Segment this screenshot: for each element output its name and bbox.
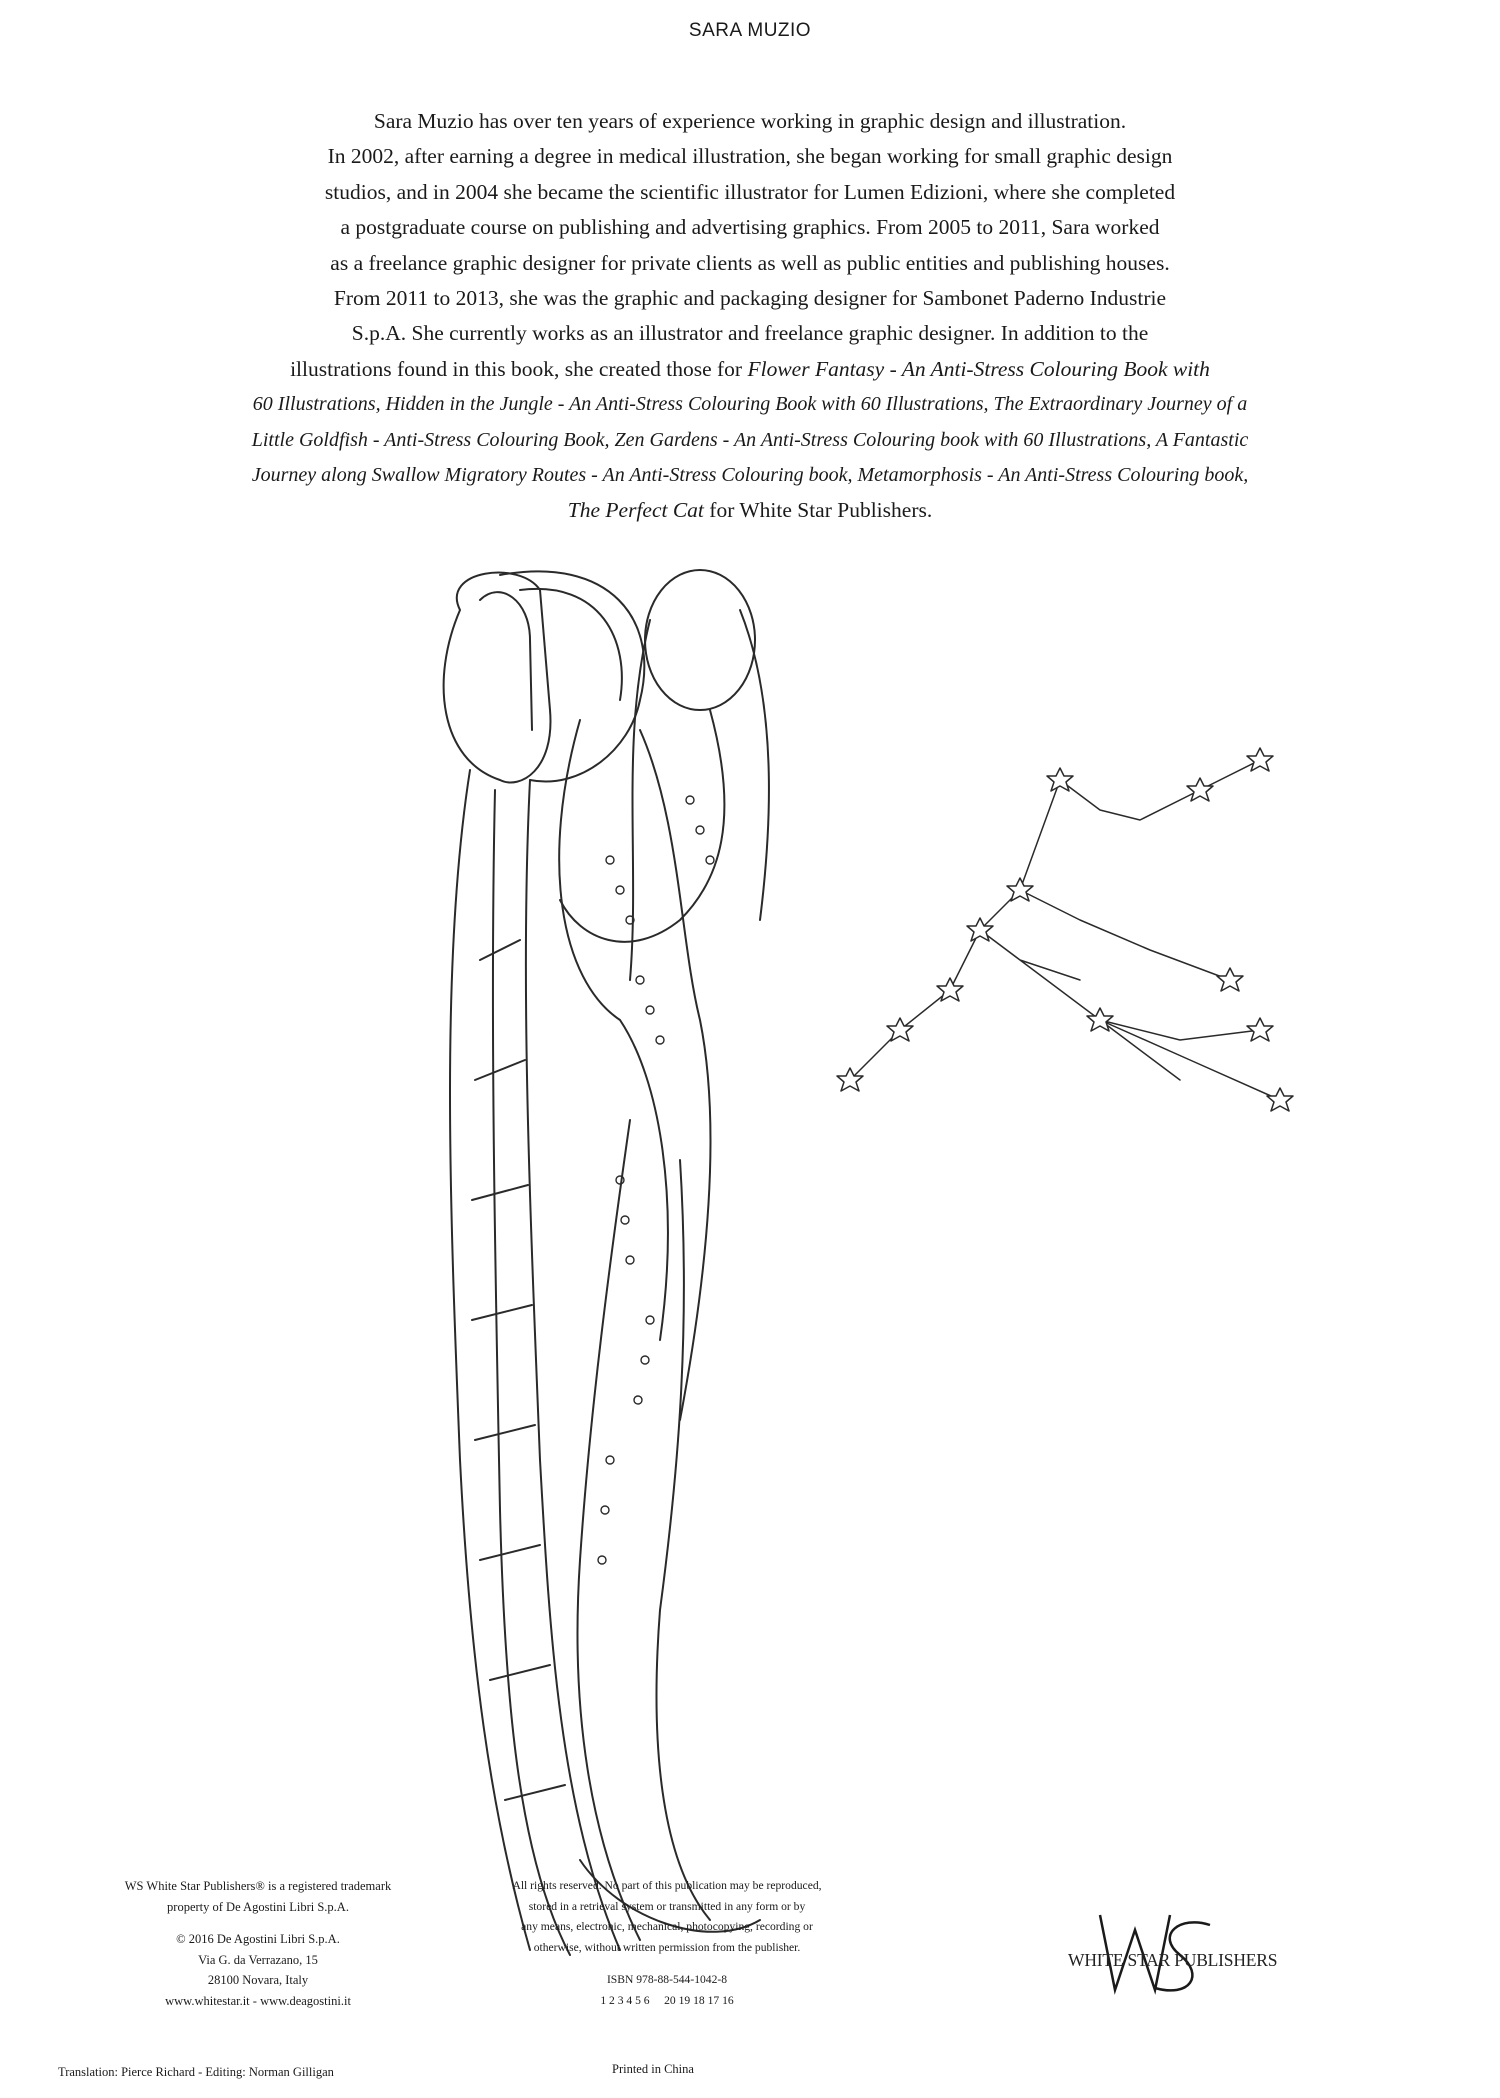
author-biography bbox=[160, 104, 1340, 529]
address-line: 28100 Novara, Italy bbox=[207, 1973, 309, 1988]
bio-line: Sara Muzio has over ten years of experience working in graphic design and illustration. bbox=[373, 109, 1127, 133]
book-titles: Little Goldfish - Anti-Stress Colouring Book, Zen Gardens - An Anti-Stress Colouring book with 60 Illustrations, A Fantastic bbox=[251, 428, 1249, 451]
rights-line: any means, electronic, mechanical, photocopying, recording or bbox=[521, 1920, 813, 1934]
decorative-dots-pattern bbox=[598, 796, 714, 1564]
bio-line: S.p.A. She currently works as an illustrator and freelance graphic designer. In addition to the bbox=[351, 321, 1149, 346]
copyright-line: © 2016 De Agostini Libri S.p.A. bbox=[176, 1932, 340, 1947]
publisher-logo-text: WHITE STAR PUBLISHERS bbox=[1068, 1950, 1278, 1970]
publisher-credits bbox=[58, 1876, 458, 2012]
bio-line: In 2002, after earning a degree in medical illustration, she began working for small graphic design bbox=[327, 144, 1173, 169]
rights-notice bbox=[462, 1876, 872, 2012]
bio-text: illustrations found in this book, she created those for bbox=[290, 356, 748, 381]
bio-line bbox=[160, 458, 1340, 493]
aquarius-line-art-illustration bbox=[380, 560, 1440, 1980]
bio-line bbox=[160, 352, 1340, 387]
bio-line: as a freelance graphic designer for private clients as well as public entities and publishing houses. bbox=[330, 250, 1170, 275]
bio-line bbox=[160, 423, 1340, 458]
trademark-line: WS White Star Publishers® is a registered trademark bbox=[124, 1879, 392, 1893]
rights-line: otherwise, without written permission from the publisher. bbox=[533, 1940, 801, 1954]
isbn: ISBN 978-88-544-1042-8 bbox=[606, 1973, 728, 1987]
water-jug-drawing bbox=[444, 571, 645, 782]
trademark-line: property of De Agostini Libri S.p.A. bbox=[167, 1899, 349, 1914]
bio-line bbox=[160, 387, 1340, 422]
bio-line: a postgraduate course on publishing and advertising graphics. From 2005 to 2011, Sara worked bbox=[340, 215, 1160, 240]
book-titles: 60 Illustrations, Hidden in the Jungle - An Anti-Stress Colouring Book with 60 Illustrations, The Extraordinary Journey of a bbox=[252, 393, 1248, 416]
book-title: Flower Fantasy - An Anti-Stress Colouring Book with bbox=[747, 356, 1210, 381]
bio-line bbox=[160, 493, 1340, 528]
woman-figure-drawing bbox=[559, 570, 769, 1940]
book-titles: Journey along Swallow Migratory Routes - An Anti-Stress Colouring book, Metamorphosis - An Anti-Stress Colouring book, bbox=[251, 464, 1249, 487]
bio-text: for White Star Publishers. bbox=[703, 498, 933, 523]
bio-line: From 2011 to 2013, she was the graphic and packaging designer for Sambonet Paderno Industrie bbox=[333, 286, 1167, 311]
aquarius-constellation-drawing bbox=[837, 748, 1293, 1111]
book-title: The Perfect Cat bbox=[567, 498, 704, 523]
bio-line: studios, and in 2004 she became the scientific illustrator for Lumen Edizioni, where she completed bbox=[324, 179, 1176, 204]
rights-line: All rights reserved. No part of this publication may be reproduced, bbox=[512, 1879, 822, 1892]
rights-line: stored in a retrieval system or transmitted in any form or by bbox=[528, 1899, 806, 1913]
address-line: Via G. da Verrazano, 15 bbox=[198, 1952, 318, 1967]
website-line: www.whitestar.it - www.deagostini.it bbox=[165, 1993, 351, 2008]
water-stream-drawing bbox=[450, 770, 620, 1955]
author-name-heading: SARA MUZIO bbox=[688, 20, 812, 41]
print-run-numbers: 1 2 3 4 5 6 20 19 18 17 16 bbox=[600, 1993, 734, 2007]
printed-in: Printed in China bbox=[612, 2062, 694, 2076]
translation-credit: Translation: Pierce Richard - Editing: Norman Gilligan bbox=[58, 2065, 334, 2079]
